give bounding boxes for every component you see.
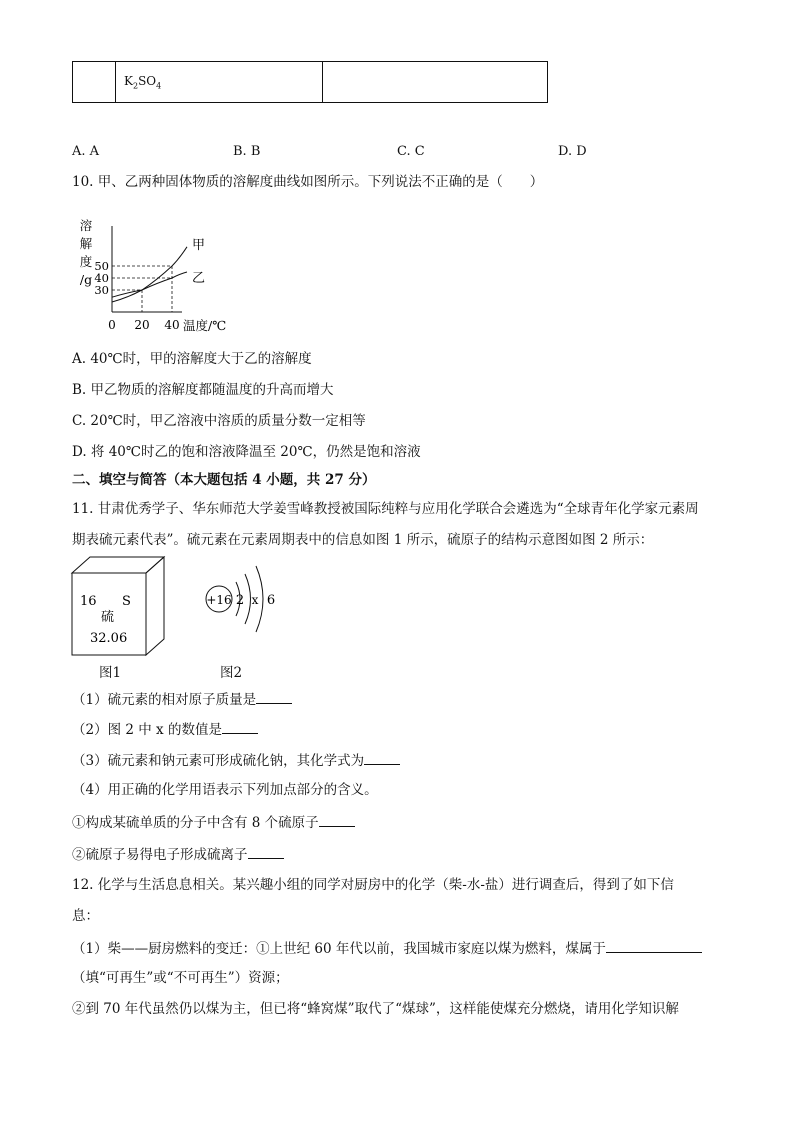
- table-cell-empty: [323, 62, 548, 103]
- shell-electrons-3: 6: [266, 593, 276, 608]
- question-10-stem: 10. 甲、乙两种固体物质的溶解度曲线如图所示。下列说法不正确的是（ ）: [72, 174, 544, 190]
- sub-question-text: ②硫原子易得电子形成硫离子: [72, 847, 248, 863]
- electron-shell-arc: [245, 574, 251, 624]
- formula-subscript: 2: [132, 81, 139, 91]
- answer-blank[interactable]: [256, 689, 292, 704]
- y-axis-label-char: 溶: [79, 218, 93, 233]
- sub-question-text: （2）图 2 中 x 的数值是: [72, 722, 222, 738]
- formula-part: K: [124, 73, 133, 88]
- answer-blank[interactable]: [319, 812, 355, 827]
- answer-blank[interactable]: [364, 750, 400, 765]
- shell-electrons-1: 2: [235, 593, 245, 608]
- y-tick-label: 40: [94, 271, 109, 285]
- y-axis-label-char: /g: [79, 272, 93, 287]
- option-c: C. 20℃时，甲乙溶液中溶质的质量分数一定相等: [72, 413, 366, 429]
- table-cell-empty: [73, 62, 116, 103]
- option-b: B. B: [233, 144, 261, 159]
- option-d: D. D: [558, 144, 587, 159]
- x-tick-label: 0: [108, 318, 116, 332]
- question-11-sub3: [72, 750, 400, 770]
- figure-2-caption: 图2: [220, 665, 243, 681]
- element-card-figure: [60, 553, 180, 663]
- sub-question-text: （1）柴——厨房燃料的变迁：①上世纪 60 年代以前，我国城市家庭以煤为燃料，煤属于: [72, 941, 606, 957]
- nucleus-charge: +16: [206, 593, 232, 607]
- element-name: 硫: [101, 610, 115, 625]
- formula-part: SO: [138, 73, 157, 88]
- question-11-sub4b: [72, 844, 284, 864]
- sub-question-text: ①构成某硫单质的分子中含有 8 个硫原子: [72, 815, 319, 831]
- x-axis-label: 温度/℃: [183, 318, 227, 333]
- question-11-sub1: [72, 689, 292, 709]
- x-tick-label: 40: [164, 318, 180, 332]
- box-side-face: [146, 557, 164, 655]
- shell-electrons-2: x: [251, 593, 259, 607]
- answer-table: [72, 61, 548, 103]
- table-row: [73, 62, 548, 103]
- question-12-line: ②到 70 年代虽然仍以煤为主，但已将“蜂窝煤”取代了“煤球”，这样能使煤充分燃烧，请用化学知识解: [72, 1001, 679, 1017]
- series-label: 乙: [192, 271, 206, 286]
- atomic-mass: 32.06: [90, 631, 128, 646]
- section-title: 二、填空与简答（本大题包括 4 小题，共 27 分）: [72, 472, 376, 488]
- x-tick-label: 20: [134, 318, 150, 332]
- question-12-line: [72, 938, 702, 958]
- y-tick-label: 50: [94, 259, 109, 273]
- question-12-line: 12. 化学与生活息息相关。某兴趣小组的同学对厨房中的化学（柴-水-盐）进行调查后，得到了如下信: [72, 877, 674, 893]
- question-11-line: 期表硫元素代表”。硫元素在元素周期表中的信息如图 1 所示，硫原子的结构示意图如图 2 所示：: [72, 532, 654, 548]
- table-cell-formula: [116, 62, 323, 103]
- figure-1-caption: 图1: [99, 665, 122, 681]
- series-label: 甲: [192, 237, 206, 253]
- element-symbol: S: [122, 594, 131, 609]
- option-b: B. 甲乙物质的溶解度都随温度的升高而增大: [72, 382, 334, 398]
- atom-structure-figure: [198, 562, 298, 642]
- box-top-face: [72, 557, 164, 573]
- sub-question-text: （3）硫元素和钠元素可形成硫化钠，其化学式为: [72, 753, 365, 769]
- answer-blank[interactable]: [222, 719, 258, 734]
- option-d: D. 将 40℃时乙的饱和溶液降温至 20℃，仍然是饱和溶液: [72, 444, 421, 460]
- question-11-sub4a: [72, 812, 355, 832]
- question-11-sub2: [72, 719, 258, 739]
- question-11-sub4: （4）用正确的化学用语表示下列加点部分的含义。: [72, 782, 378, 798]
- question-12-line: 息：: [72, 908, 99, 924]
- answer-blank[interactable]: [606, 938, 702, 953]
- option-a: A. 40℃时，甲的溶解度大于乙的溶解度: [72, 351, 312, 367]
- formula-subscript: 4: [156, 81, 162, 91]
- solubility-chart: [72, 212, 242, 337]
- atomic-number: 16: [80, 594, 97, 609]
- y-axis-label-char: 度: [79, 254, 93, 269]
- sub-question-text: （1）硫元素的相对原子质量是: [72, 692, 257, 708]
- y-tick-label: 30: [94, 283, 109, 297]
- option-c: C. C: [397, 144, 425, 159]
- answer-blank[interactable]: [248, 844, 284, 859]
- option-a: A. A: [72, 144, 100, 159]
- question-11-line: 11. 甘肃优秀学子、华东师范大学姜雪峰教授被国际纯粹与应用化学联合会遴选为“全球青年化学家元素周: [72, 501, 699, 517]
- question-12-line: （填“可再生”或“不可再生”）资源；: [72, 970, 289, 986]
- y-axis-label-char: 解: [79, 236, 93, 251]
